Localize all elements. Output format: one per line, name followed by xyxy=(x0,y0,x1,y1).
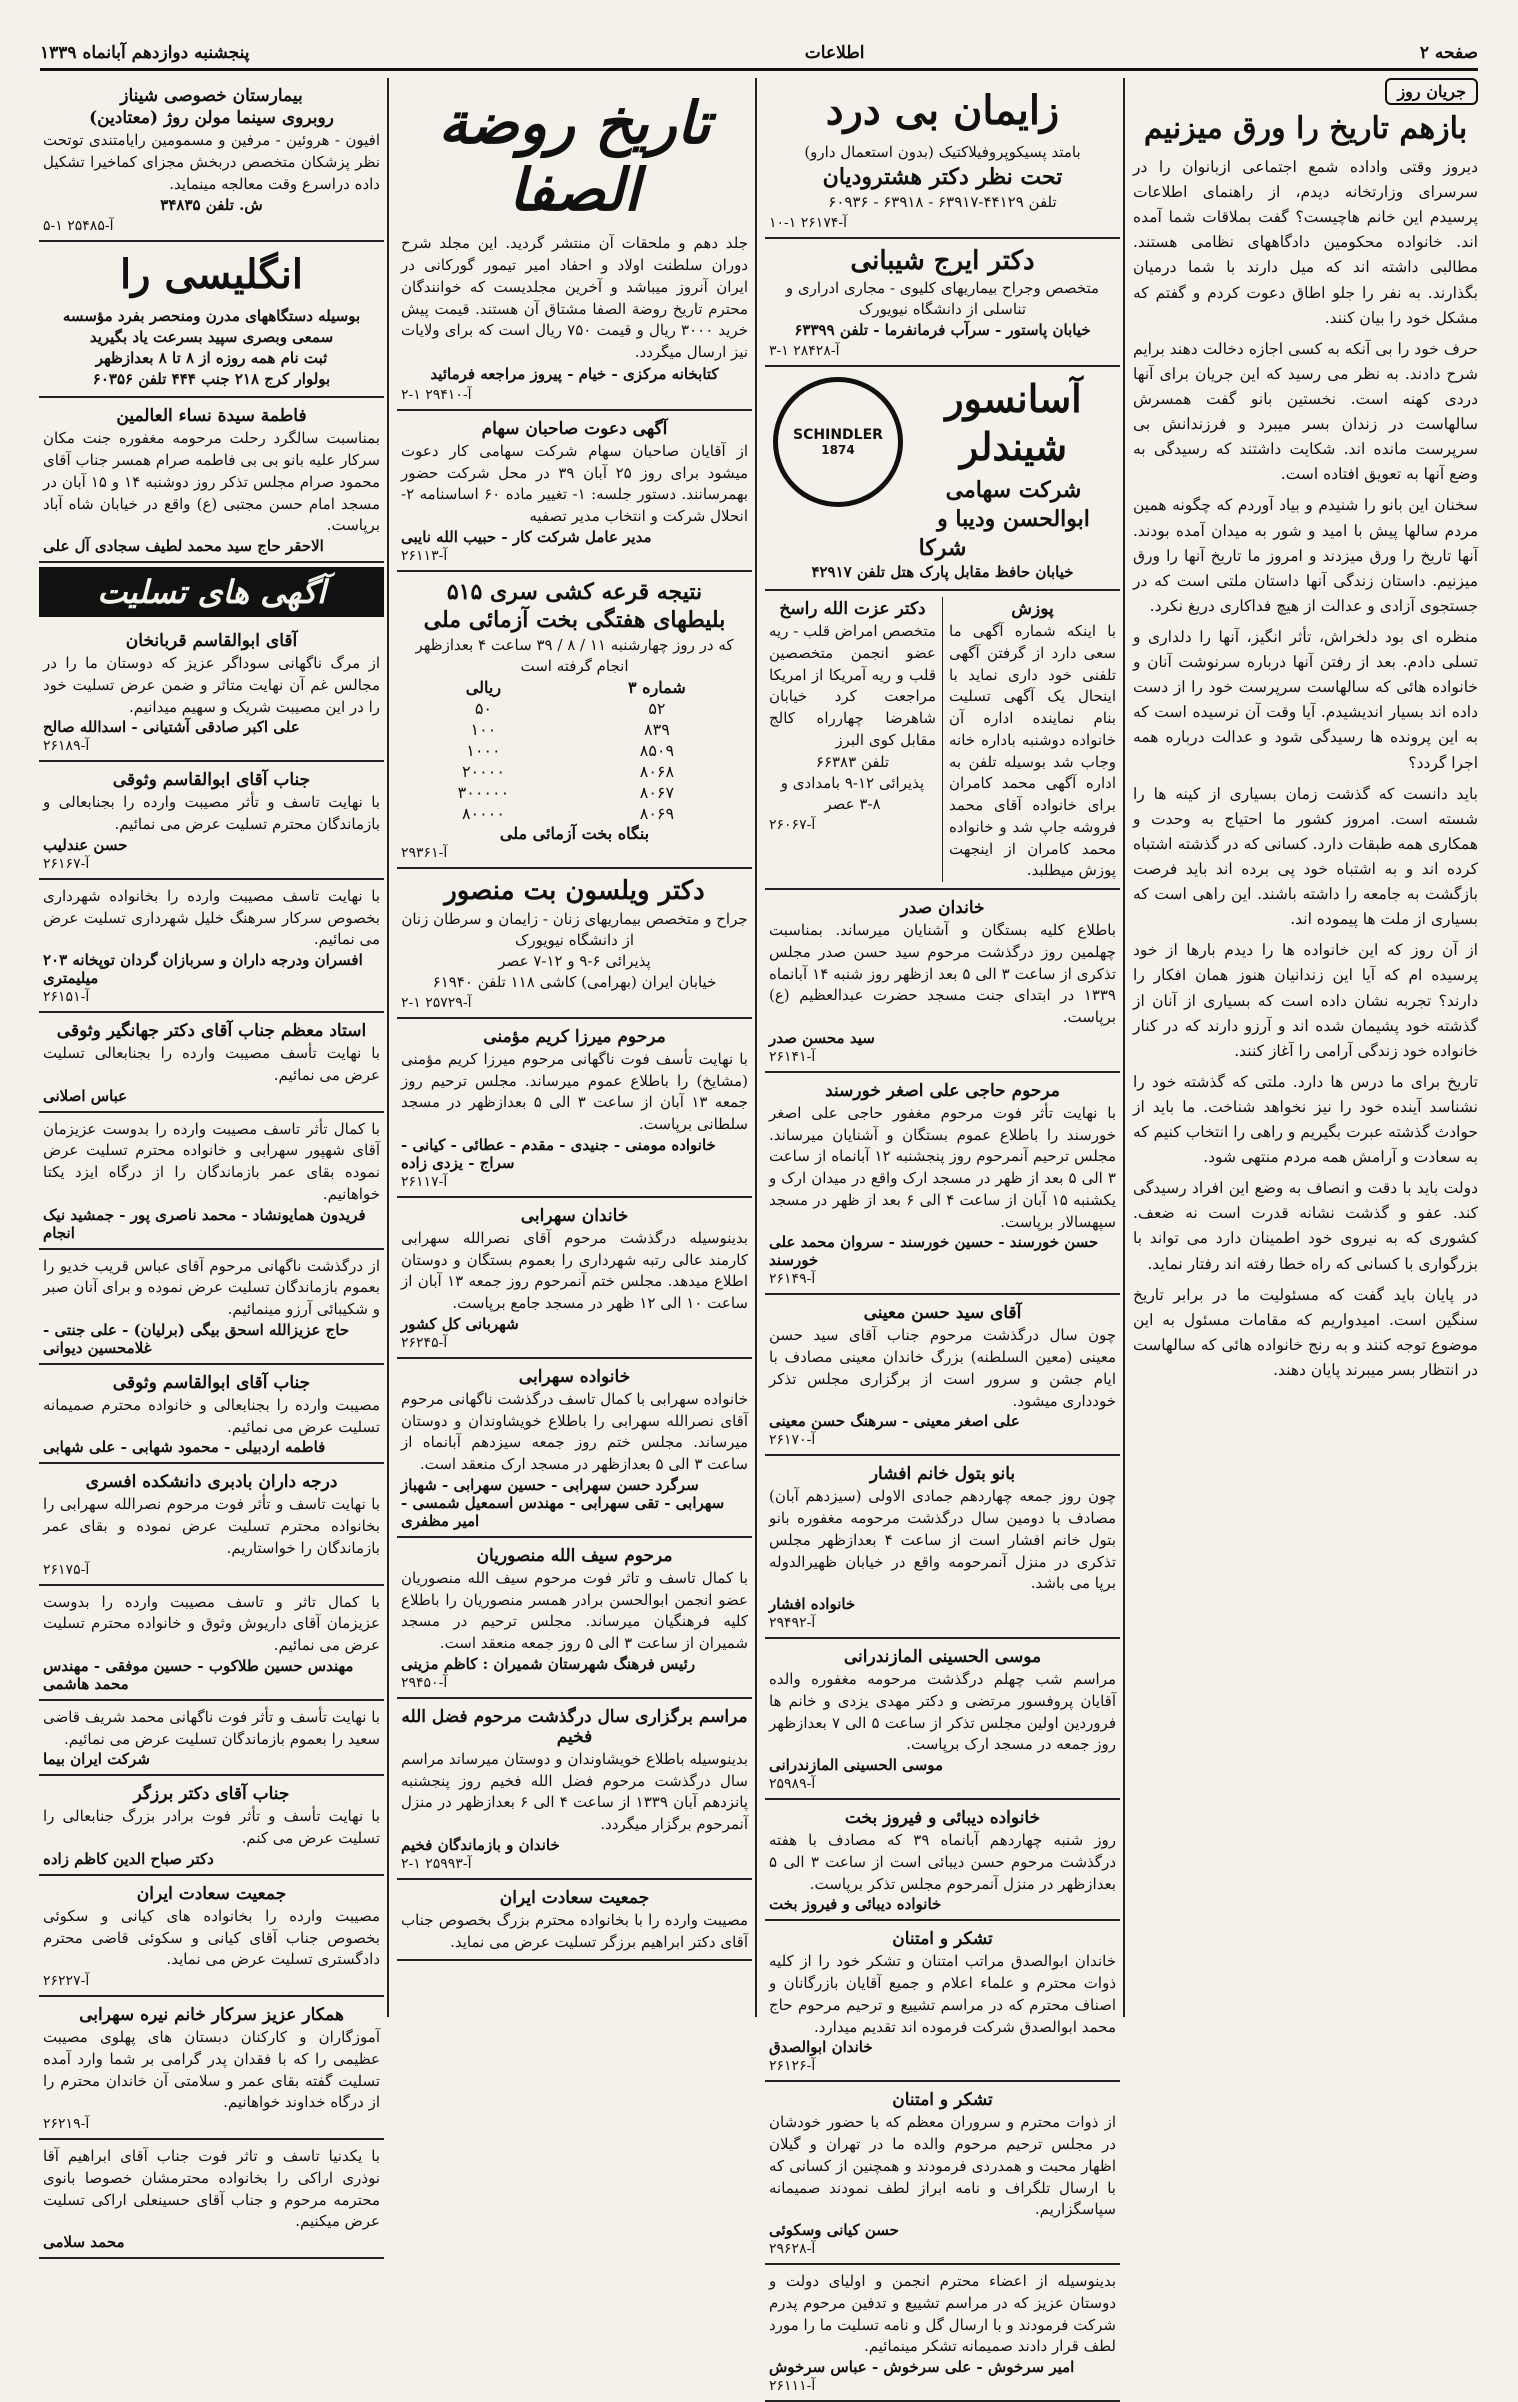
column-three xyxy=(387,78,752,2017)
notice-title: مرحوم سیف الله منصوریان xyxy=(476,1545,673,1566)
lottery-cell: ۸۰۶۸ xyxy=(639,762,675,782)
memorial-notice xyxy=(39,398,384,563)
notice-title: تشکر و امتنان xyxy=(892,1929,993,1950)
notice-ref: آ-۲۶۱۴۹ xyxy=(769,1271,816,1288)
editorial-paragraph: دولت باید با دقت و انصاف به وضع این افراد رسیدگی کند. عفو و گذشت نشانه قدرت است نه ضعف. کشوری که به نیروی خود اطمینان دارد می تواند با بزرگواری با کسانی که راه خطا رفته اند رفتار نماید. xyxy=(1133,1179,1478,1273)
lottery-cell: ۸۰۶۹ xyxy=(639,804,675,824)
notice-body: با کمال تاسف و تاثر فوت مرحوم سیف الله منصوریان عضو انجمن ابوالحسن برادر همسر منصوریان را باطلاع کلیه فرهنگیان میرساند. مجلس ترحیم در مسجد شمیران از ساعت ۳ الی ۵ روز جمعه منعقد است. xyxy=(401,1568,748,1653)
notice-title: خانواده دیبائی و فیروز بخت xyxy=(844,1808,1041,1829)
notice xyxy=(39,1997,384,2140)
notice xyxy=(397,1198,752,1359)
ad-shinaz-hospital xyxy=(39,78,384,242)
ad-dr-wilson xyxy=(397,869,752,1019)
section-tag: جریان روز xyxy=(1385,78,1478,105)
notice-ref: آ-۲۶۱۵۱ xyxy=(43,989,90,1005)
notice-signature: علی اکبر صادقی آشتیانی - اسدالله صالح xyxy=(43,718,300,737)
lottery-note: که در روز چهارشنبه ۱۱ / ۸ / ۳۹ ساعت ۴ بعدازظهر انجام گرفته است xyxy=(415,636,734,676)
notice xyxy=(765,1295,1120,1456)
ad-ref: آ-۲۸۴۲۸ ۱-۳ xyxy=(769,343,840,360)
notice xyxy=(765,1456,1120,1639)
editorial-paragraph: حرف خود را بی آنکه به کسی اجازه دخالت دهند برایم شرح دادند. به نظر می رسید که این جریان برای آنها دردی کهنه است. نخستین بانو گفت همسرش سالهاست در زندان بسر میبرد و فرزندانش بی سرپرست مانده اند. شکایت داشتند که رسیدگی به وضع آنها به تعویق افتاده است. xyxy=(1133,339,1478,484)
notice xyxy=(765,2265,1120,2402)
notice xyxy=(39,1250,384,1365)
notice-title: جناب آقای دکتر برزگر xyxy=(133,1784,290,1805)
ad-subtitle: روبروی سینما مولن روژ (معتادین) xyxy=(89,108,334,128)
lottery-subtitle: بلیطهای هفتگی بخت آزمائی ملی xyxy=(423,607,726,634)
ad-title: پوزش xyxy=(1011,599,1054,620)
notice-title: بانو بتول خانم افشار xyxy=(869,1464,1016,1485)
notice xyxy=(397,1699,752,1880)
ad-title: دکتر ایرج شیبانی xyxy=(850,245,1035,276)
notice-ref: آ-۲۹۶۲۸ xyxy=(769,2241,816,2258)
notice-body: از ذوات محترم و سروران معظم که با حضور خودشان در مجلس ترحیم مرحوم والده ما در تهران و گیلان اظهار محبت و همدردی فرمودند و همچنین از کسانی که با ارسال تلگراف و نامه ابراز لطف نمودند صمیمانه سپاسگزاریم. xyxy=(769,2113,1116,2219)
notice xyxy=(39,1876,384,1997)
notice xyxy=(765,890,1120,1073)
ad-body: متخصص وجراح بیماریهای کلیوی - مجاری ادراری و تناسلی از دانشگاه نیویورک xyxy=(785,279,1100,319)
notice-body: خاندان ابوالصدق مراتب امتنان و تشکر خود را از کلیه ذوات محترم و علماء اعلام و جمیع آقایان بازرگانان و اصناف محترم که در مراسم تشییع و ترحیم مرحوم حاج محمد ابوالصدق شرکت فرموده اند تقدیم میدارد. xyxy=(769,1952,1116,2036)
ad-title: زایمان بی درد xyxy=(825,87,1060,134)
lottery-header-row xyxy=(401,677,748,698)
notice-title: مراسم برگزاری سال درگذشت مرحوم فضل الله فخیم xyxy=(401,1706,748,1747)
ad-address: خیابان حافظ مقابل پارک هتل تلفن ۴۲۹۱۷ xyxy=(811,563,1074,582)
ad-title: تاریخ روضة الصفا xyxy=(438,89,711,224)
notice-body: مصیبت وارده را بجنابعالی و خانواده محترم صمیمانه تسلیت عرض می نمائیم. xyxy=(43,1395,380,1436)
notice-body: باطلاع کلیه بستگان و آشنایان میرساند. بمناسبت چهلمین روز درگذشت مرحوم سید حسن صدر مجلس تذکری از ساعت ۳ الی ۵ بعد ازظهر روز شنبه ۱۴ آبانماه ۱۳۳۹ در ابتدای جنت مسجد حضرت عبدالعظیم (ع) برپاست. xyxy=(769,921,1116,1027)
ad-phones: تلفن ۴۴۱۲۹-۶۳۹۱۷ - ۶۳۹۱۸ - ۶۰۹۳۶ xyxy=(828,192,1057,211)
schindler-logo xyxy=(773,377,903,507)
ad-pair xyxy=(765,591,1120,890)
notice-body: چون سال درگذشت مرحوم جناب آقای سید حسن معینی (معین السلطنه) بزرگ خاندان معینی مصادف با ایام جشن و سرور است از برگزاری مجلس تذکر خودداری میشود. xyxy=(769,1326,1116,1410)
notice-list xyxy=(765,890,1120,2402)
lottery-cell: ۵۲ xyxy=(648,699,666,719)
editorial-paragraph: تاریخ برای ما درس ها دارد. ملتی که گذشته خود را نشناسد آینده خود را نیز نخواهد شناخت. ما باید از حوادث گذشته عبرت بگیریم و راهی را انتخاب کنیم که به سعادت و آرامش همه مردم منتهی شود. xyxy=(1133,1072,1478,1167)
notice-ref: آ-۲۶۱۴۱ xyxy=(769,1048,816,1065)
notice-ref: آ-۲۶۲۲۷ xyxy=(43,1973,90,1989)
notice-body: مراسم شب چهلم درگذشت مرحومه مغفوره والده آقایان پروفسور مرتضی و دکتر مهدی یزدی و خانم ها فروردین اولین مجلس تذکر از ساعت ۵ الی ۷ بعدازظهر روز جمعه در مسجد ارک برپاست. xyxy=(769,1670,1117,1754)
ad-apology xyxy=(949,597,1116,882)
notice xyxy=(39,1701,384,1777)
editorial-body xyxy=(1133,155,1478,1383)
notice-signature: خاندان و بازماندگان فخیم xyxy=(401,1835,560,1854)
notice-ref: آ-۲۵۹۸۹ xyxy=(769,1776,816,1793)
notice xyxy=(765,1921,1120,2082)
lottery-cell: ۳۰۰۰۰۰ xyxy=(457,783,510,803)
lottery-header-cell: شماره ۳ xyxy=(628,678,686,698)
notice-title: جمعیت سعادت ایران xyxy=(499,1887,650,1908)
ad-hours: پذیرائی ۱۲-۹ بامدادی و ۸-۳ عصر xyxy=(780,773,925,813)
notice-body: بمناسبت سالگرد رحلت مرحومه مغفوره جنت مکان سرکار علیه بانو بی بی فاطمه صرام همسر جناب آقای محمود صرام مجلس تذکر روز دوشنبه ۱۴ و ۱۵ آبان در مسجد امام حسن مجتبی (ع) واقع در خیابان شاه آباد برپاست. xyxy=(43,429,381,535)
lottery-cell: ۱۰۰۰ xyxy=(466,741,501,761)
ad-body: متخصص امراض قلب - ریه عضو انجمن متخصصین قلب و ریه آمریکا از امریکا مراجعت کرد خیابان شاهرضا چهارراه کالج مقابل کوی البرز xyxy=(769,622,936,749)
notice-title: جناب آقای ابوالقاسم وثوقی xyxy=(112,770,311,791)
notice-body: بدینوسیله باطلاع خویشاوندان و دوستان میرساند مراسم سال درگذشت مرحوم فضل الله فخیم روز پنجشنبه پانزدهم آبان ۱۳۳۹ از ساعت ۴ الی ۶ بعدازظهر در منزل آنمرحوم برگزار میگردد. xyxy=(401,1749,748,1834)
ad-hours: پذیرائی ۶-۹ و ۱۲-۷ عصر xyxy=(498,951,651,970)
ad-dr-sheybani xyxy=(765,239,1120,368)
ad-schindler xyxy=(765,367,1120,591)
notice-body: با نهایت تأثر فوت مرحوم مغفور حاجی علی اصغر خورسند را باطلاع عموم بستگان و آشنایان میرساند. مجلس ترحیم آنمرحوم روز پنجشنبه ۱۲ آبانماه از ساعت ۳ الی ۵ بعد از ظهر در مسجد ارک واقع در میدان ارک و یکشنبه ۱۵ آبان از ساعت ۴ الی ۶ بعد از ظهر در مسجد سپهسالار برپاست. xyxy=(769,1103,1117,1231)
editorial-paragraph: سخنان این بانو را شنیدم و بیاد آوردم که چگونه همین مردم سالها پیش با امید و شور به میدان آمده بودند. آنها تاریخ را ورق میزدند و امروز ما تاریخ آنها را ورق میزنیم. داستان زندگی آنها داستان ملتی است که در جستجوی آزادی و عدالت از هیچ فداکاری دریغ نکرد. xyxy=(1133,496,1478,615)
lottery-row xyxy=(401,782,748,803)
notice-signature: حسن خورسند - حسین خورسند - سروان محمد علی خورسند xyxy=(769,1233,1099,1270)
notice-body: با نهایت تاسف مصیبت وارده را بخانواده شهرداری بخصوص سرکار سرهنگ خلیل شهرداری تسلیت عرض می نمائیم. xyxy=(43,886,380,949)
notice-title: جمعیت سعادت ایران xyxy=(136,1883,287,1904)
notice xyxy=(39,1776,384,1876)
ad-subtitle: بامتد پسیکوپروفیلاکتیک (بدون استعمال دارو) xyxy=(804,143,1081,161)
notice-body: با نهایت تأسف و تأثر فوت ناگهانی محمد شریف قاضی سعید را بعموم بازماندگان تسلیت عرض می نمائیم. xyxy=(43,1707,380,1748)
notice-signature: فریدون همایونشاد - محمد ناصری پور - جمشید نیک انجام xyxy=(43,1205,366,1242)
ad-company: شرکت سهامی ابوالحسن ودیبا و شرکا xyxy=(918,477,1090,561)
notice xyxy=(39,623,384,762)
editorial-paragraph: در پایان باید گفت که مسئولیت ما در برابر تاریخ سنگین است. امیدواریم که مقامات مسئول به این موضوع توجه کنند و به رنج خانواده هائی که سالهاست در انتظار بسر میبرند پایان دهند. xyxy=(1133,1285,1478,1380)
notice xyxy=(765,2082,1120,2265)
notice-ref: آ-۲۶۲۴۵ xyxy=(401,1334,448,1351)
notice-ref: آ-۲۶۱۷۵ xyxy=(43,1561,90,1578)
notice-title: خانواده سهرابی xyxy=(518,1366,631,1387)
ad-title: انگلیسی را xyxy=(119,251,304,299)
notice-body: مصیبت وارده را بخانواده های کیانی و سکوئی بخصوص جناب آقای کیانی و سکوئی قاضی محترم دادگستری تسلیت عرض می نماید. xyxy=(43,1906,380,1969)
notice xyxy=(397,1019,752,1198)
notice-signature: خاندان ابوالصدق xyxy=(769,2038,873,2057)
notice-title: خاندان سهرابی xyxy=(520,1205,629,1226)
notice-signature: خانواده افشار xyxy=(769,1595,856,1614)
notice-signature: عباس اصلانی xyxy=(43,1086,128,1105)
notice-title: مرحوم حاجی علی اصغر خورسند xyxy=(825,1080,1060,1101)
notice-ref: آ-۲۶۱۸۹ xyxy=(43,738,90,755)
ad-registration: ثبت نام همه روزه از ۸ تا ۸ بعدازظهر xyxy=(95,349,328,368)
lottery-row xyxy=(401,803,748,824)
notice-body: روز شنبه چهاردهم آبانماه ۳۹ که مصادف با هفته درگذشت مرحوم حسن دیبائی است از ساعت ۳ الی ۵ بعدازظهر در منزل آنمرحوم مجلس تذکر برپاست. xyxy=(769,1831,1116,1893)
notice-signature: دکتر صباح الدین کاظم زاده xyxy=(43,1849,214,1868)
lottery-cell: ۵۰ xyxy=(474,699,493,719)
ad-ref: آ-۲۵۴۸۵ ۱-۵ xyxy=(43,218,114,235)
ad-ref: آ-۲۶۰۶۷ xyxy=(769,816,816,833)
notice-ref: آ-۲۶۱۲۶ xyxy=(769,2058,816,2075)
notice-signature: خانواده مومنی - جنیدی - مقدم - عطائی - کیانی - سراج - یزدی زاده xyxy=(401,1135,716,1172)
notice-title: فاطمة سیدة نساء العالمین xyxy=(116,406,307,427)
notice-title: آقای ابوالقاسم قربانخان xyxy=(125,631,298,651)
notice-signature: علی اصغر معینی - سرهنگ حسن معینی xyxy=(769,1412,1020,1431)
notice-body: با کمال تأثر تاسف مصیبت وارده را بدوست عزیزمان آقای شهپور سهرابی و خانواده محترم تسلیت عرض نموده بقای عمر بازماندگان را از درگاه ایزد یکتا خواهانیم. xyxy=(43,1119,380,1203)
lottery-cell: ۲۰۰۰۰ xyxy=(461,762,505,782)
ad-store: کتابخانه مرکزی - خیام - پیروز مراجعه فرمائید xyxy=(430,364,719,383)
notice xyxy=(39,1365,384,1465)
editorial-paragraph: دیروز وقتی واداده شمع اجتماعی ازبانوان را در سرسرای وزارتخانه دیدم، از راهنمای اطلاعات پرسیدم این خانم هاچیست؟ گفت بملاقات شما آمده اند. خانواده محکومین دادگاههای نظامی هستند. مطالبی داشته اند که میل دارند با شما درمیان بگذارند. به نفر را جلو اطاق دعوت کردم و گفتم که مشکل خود را بیان کنند. xyxy=(1133,158,1478,327)
notice-title: استاد معظم جناب آقای دکتر جهانگیر وثوقی xyxy=(56,1021,367,1041)
ad-body: بوسیله دستگاههای مدرن ومنحصر بفرد مؤسسه سمعی وبصری سپید بسرعت یاد بگیرید xyxy=(62,307,361,347)
ad-body: جلد دهم و ملحقات آن منتشر گردید. این مجلد شرح دوران سلطنت اولاد و احفاد امیر تیمور گورکانی در ایران آنروز میباشد و آخرین مجلدیست که خوانندگان محترم تاریخ روضة الصفا مشتاق آن هستند. قیمت پیش خرید ۳۰۰۰ ریال و قیمت ۷۵۰ ریال است که برای ولایات نیز ارسال میگردد. xyxy=(401,234,748,362)
notice xyxy=(39,1464,384,1585)
lottery-ref: آ-۲۹۳۶۱ xyxy=(401,845,448,862)
notice-title: مرحوم میرزا کریم مؤمنی xyxy=(483,1026,666,1047)
notice xyxy=(39,1586,384,1701)
notice-signature: سید محسن صدر xyxy=(769,1028,875,1047)
notice xyxy=(765,1639,1120,1800)
notice-body: با یکدنیا تاسف و تاثر فوت جناب آقای ابراهیم آقا نوذری اراکی را بخانواده محترمشان خصوصا بانوی محترمه مرحوم و جناب آقای حسینعلی اراکی تسلیت عرض میکنیم. xyxy=(43,2147,380,2231)
lottery-cell: ۸۳۹ xyxy=(644,720,670,740)
notice-body: آموزگاران و کارکنان دبستان های پهلوی مصیبت عظیمی را که با فقدان پدر گرامی بر شما وارد آمده تسلیت گفته بقای عمر و سلامتی آن خاندان محترم را از درگاه خداوند خواهانیم. xyxy=(43,2028,380,2112)
notice-signature: شرکت ایران بیما xyxy=(43,1750,150,1769)
notice-signature: رئیس فرهنگ شهرستان شمیران : کاظم مزینی xyxy=(401,1654,696,1673)
notice-title: آقای سید حسن معینی xyxy=(863,1303,1022,1324)
notice-body: بدینوسیله از اعضاء محترم انجمن و اولیای دولت و دوستان عزیز که در مراسم تشییع و تدفین مرحوم پدرم شرکت فرمودند و با ارسال گل و نامه تسلیت ما را مورد لطف قرار دادند صمیمانه تشکر مینمائیم. xyxy=(769,2272,1116,2356)
notice-signature: حاج عزیزالله اسحق بیگی (برلیان) - علی جنتی - غلامحسین دیوانی xyxy=(43,1320,350,1357)
issue-date: پنجشنبه دوازدهم آبانماه ۱۳۳۹ xyxy=(40,43,250,63)
ad-painless-birth xyxy=(765,78,1120,239)
notice-body: با نهایت تاسف و تأثر مصیبت وارده را بجنابعالی و بازماندگان محترم تسلیت عرض می نمائیم. xyxy=(43,793,380,833)
notice xyxy=(39,762,384,880)
ad-english xyxy=(39,242,384,398)
notice-signature: امیر سرخوش - علی سرخوش - عباس سرخوش xyxy=(769,2358,1075,2377)
ad-signature: مدیر عامل شرکت کار - حبیب الله نایبی xyxy=(401,527,652,546)
notice-body: با نهایت تأسف فوت ناگهانی مرحوم میرزا کریم مؤمنی (مشایخ) را باطلاع عموم میرساند. مجلس ترحیم روز جمعه ۱۳ آبان از ساعت ۳ الی ۵ بعدازظهر در مسجد سلطانی برپاست. xyxy=(401,1049,748,1134)
notice xyxy=(397,1359,752,1538)
notice-body: چون روز جمعه چهاردهم جمادی الاولی (سیزدهم آبان) مصادف با دومین سال درگذشت مرحومه مغفوره بانو بتول خانم افشار است از ساعت ۴ بعدازظهر مجلس تذکری در منزل آنمرحومه واقع در خیابان ظهیرالدوله برپا می باشد. xyxy=(769,1487,1116,1593)
ad-shareholder-meeting xyxy=(397,411,752,572)
ad-address: بولوار کرج ۲۱۸ جنب ۴۴۴ تلفن ۶۰۳۵۶ xyxy=(92,370,331,389)
column-editorial xyxy=(1123,78,1478,2017)
notice-body: مصیبت وارده را با بخانواده محترم بزرگ بخصوص جناب آقای دکتر ابراهیم برزگر تسلیت عرض می نماید. xyxy=(401,1910,748,1951)
notice-title: موسی الحسینی المازندرانی xyxy=(843,1647,1042,1668)
notice-signature: شهربانی کل کشور xyxy=(401,1314,519,1333)
ad-title: آسانسور شیندلر xyxy=(945,376,1082,469)
notice-signature: موسی الحسینی المازندرانی xyxy=(769,1756,944,1775)
notice-body: بدینوسیله درگذشت مرحوم آقای نصرالله سهرابی کارمند عالی رتبه شهرداری را بعموم بستگان و دوستان اطلاع میدهد. مجلس ختم آنمرحوم روز جمعه ۱۳ آبان از ساعت ۱۰ الی ۱۲ ظهر در مسجد جامع برپاست. xyxy=(401,1228,748,1313)
ad-body: از آقایان صاحبان سهام شرکت سهامی کار دعوت میشود برای روز ۲۵ آبان ۳۹ در محل شرکت حضور بهمرسانند. دستور جلسه: ۱- تغییر ماده ۶۰ اساسنامه ۲- انحلال شرکت و انتخاب مدیر تصفیه xyxy=(401,441,748,526)
ad-ref: آ-۲۶۱۷۴ ۱-۱۰ xyxy=(769,214,847,231)
column-two xyxy=(755,78,1120,2395)
notice-title: همکار عزیز سرکار خانم نیره سهرابی xyxy=(79,2005,344,2025)
lottery-cell: ۸۵۰۹ xyxy=(639,741,675,761)
paper-name: اطلاعات xyxy=(804,43,865,63)
lottery-signature: بنگاه بخت آزمائی ملی xyxy=(499,824,650,844)
lottery-row xyxy=(401,719,748,740)
ad-doctor: تحت نظر دکتر هشترودیان xyxy=(822,164,1063,190)
notice-ref: آ-۲۶۲۱۹ xyxy=(43,2116,90,2132)
lottery-header-cell: ریالی xyxy=(465,678,502,698)
ad-ref: آ-۲۹۴۱۰ ۱-۲ xyxy=(401,386,472,403)
notice-signature: الاحقر حاج سید محمد لطیف سجادی آل علی xyxy=(43,537,324,555)
ad-body: جراح و متخصص بیماریهای زنان - زایمان و سرطان زنان از دانشگاه نیویورک xyxy=(401,909,748,949)
notice-body: با نهایت تاسف و تأثر فوت مرحوم نصرالله سهرابی را بخانواده محترم تسلیت عرض نموده و بقای عمر بازماندگان را خواستاریم. xyxy=(43,1495,380,1557)
page-label: صفحه ۲ xyxy=(1419,43,1478,63)
ad-title: آگهی دعوت صاحبان سهام xyxy=(481,418,668,439)
lottery-cell: ۱۰۰ xyxy=(470,720,497,740)
notice-signature: محمد سلامی xyxy=(43,2233,125,2251)
ad-title: دکتر عزت الله راسخ xyxy=(779,599,926,620)
ad-body: با اینکه شماره آگهی ما سعی دارد از گرفتن آگهی تلفنی خود داری نماید با اینحال یک آگهی تسلیت بنام نماینده اداره آن خانواده دوشنبه باداره خانه وجاب شد بوسیله تلفن به اداره آگهی محمد کامران برای خانواده آقای محمد فروشه جاپ شد و خانواده محمد کامران از اینجهت پوزش میطلبد. xyxy=(949,622,1116,880)
notice xyxy=(39,1013,384,1113)
editorial-paragraph: منظره ای بود دلخراش، تأثر انگیز، آنها را دلداری و تسلی دادم. بعد از رفتن آنها درباره سرنوشت آنان و خانواده هائی که سالهاست سرپرست خود را از دست داده اند بسیار اندیشیدم. آیا وقت آن نرسیده است که به این پرونده ها رسیدگی شود و عدالت درباره همه اجرا گردد؟ xyxy=(1133,627,1478,772)
ad-ref: آ-۲۵۷۲۹ ۱-۲ xyxy=(401,994,472,1011)
notice-signature: مهندس حسین طلاکوب - حسین موفقی - مهندس محمد هاشمی xyxy=(43,1656,354,1693)
lottery-row xyxy=(401,698,748,719)
notice-body: خانواده سهرابی با کمال تاسف درگذشت ناگهانی مرحوم آقای نصرالله سهرابی را باطلاع خویشاوندان و دوستان میرساند. مجلس ختم روز جمعه سیزدهم آبانماه از ساعت ۳ الی ۵ بعدازظهر در مسجد ارک منعقد است. xyxy=(401,1389,748,1474)
notice-list xyxy=(397,1019,752,1962)
notice xyxy=(397,1880,752,1962)
notice-body: با نهایت تأسف مصیبت وارده را بجنابعالی تسلیت عرض می نمائیم. xyxy=(43,1044,380,1084)
column-four xyxy=(39,78,384,2251)
ad-title: دکتر ویلسون بت منصور xyxy=(444,876,705,907)
ad-ref: آ-۲۶۱۱۳ xyxy=(401,547,448,564)
condolence-banner: آگهی های تسلیت xyxy=(39,567,384,617)
notice-list xyxy=(39,623,384,2259)
editorial-paragraph: از آن روز که این خانواده ها را دیدم بارها از خود پرسیده ام که آیا این زندانیان هنوز همان افکار را دارند؟ تجربه نشان داده است که بسیاری از آنان از گذشته خود پشیمان شده اند و آرزو دارند که در کنار خانواده خود زندگی آرامی را آغاز کنند. xyxy=(1133,941,1478,1060)
notice-body: با کمال تاثر و تاسف مصیبت وارده را بدوست عزیزمان آقای داریوش وثوق و خانواده محترم تسلیت عرض می نمائیم. xyxy=(43,1592,380,1654)
lottery-cell: ۸۰۶۷ xyxy=(639,783,675,803)
ad-phone: تلفن ۶۶۳۸۳ xyxy=(815,752,890,771)
notice-title: تشکر و امتنان xyxy=(892,2090,993,2111)
ad-dr-rasekh xyxy=(769,597,943,882)
notice-signature: حسن کیانی وسکوئی xyxy=(769,2221,899,2240)
notice xyxy=(39,1113,384,1250)
notice-ref: آ-۲۶۱۱۱ xyxy=(769,2378,816,2395)
lottery-cell: ۸۰۰۰۰ xyxy=(461,804,505,824)
logo-year: 1874 xyxy=(821,443,855,458)
logo-text: SCHINDLER xyxy=(793,427,883,444)
notice-signature: فاطمه اردبیلی - محمود شهابی - علی شهابی xyxy=(43,1438,326,1457)
ad-body: افیون - هروئین - مرفین و مسمومین رایامتندی توتحت نظر پزشکان متخصص دربخش مجزای کماخیرا تشکیل داده دراسرع وقت معالجه مینماید. xyxy=(43,131,380,193)
ad-phone: ش. تلفن ۳۴۸۳۵ xyxy=(160,196,263,215)
notice-ref: آ-۲۹۴۵۰ xyxy=(401,1674,448,1691)
notice-title: جناب آقای ابوالقاسم وثوقی xyxy=(112,1372,311,1393)
notice-ref: آ-۲۹۴۹۲ xyxy=(769,1615,816,1632)
editorial-headline: بازهم تاریخ را ورق میزنیم xyxy=(1143,111,1468,146)
notice-title: درجه داران بادبری دانشکده افسری xyxy=(85,1472,338,1493)
notice-body: از درگذشت ناگهانی مرحوم آقای عباس قریب خدیو را بعموم بازماندگان تسلیت عرض نموده و برای آنان صبر و شکیبائی آرزو مینمائیم. xyxy=(43,1256,380,1318)
notice-body: با نهایت تأسف و تأثر فوت برادر بزرگ جنابعالی را تسلیت عرض می کنم. xyxy=(43,1807,380,1847)
ad-address: خیابان ایران (بهرامی) کاشی ۱۱۸ تلفن ۶۱۹۴۰ xyxy=(432,972,717,991)
notice-body: از مرگ ناگهانی سوداگر عزیز که دوستان ما را در مجالس غم آن نهایت متاثر و ضمن عرض تسلیت خود را در این مصیبت شریک و سهیم میدانیم. xyxy=(43,654,380,716)
notice-signature: سرگرد حسن سهرابی - حسین سهرابی - شهباز سهرابی - تقی سهرابی - مهندس اسمعیل شمسی - امیر مظفری xyxy=(401,1475,725,1530)
notice-signature: حسن عندلیب xyxy=(43,835,128,854)
lottery-table xyxy=(401,677,748,824)
notice xyxy=(39,2140,384,2259)
ad-rowzat-al-safa xyxy=(397,78,752,411)
lottery-row xyxy=(401,761,748,782)
editorial-paragraph: باید دانست که گذشت زمان بسیاری از کینه ها را شسته است. امروز کشور ما احتیاج به وحدت و همکاری همه طبقات دارد. کسانی که در گذشته اشتباه کرده اند و به اشتباه خود پی برده اند باید فرصت بازگشت به جامعه را داشته باشند. این راهی است که بسیاری از ملت ها پیموده اند. xyxy=(1133,784,1478,929)
notice-ref: آ-۲۶۱۷۰ xyxy=(769,1432,816,1449)
notice-ref: آ-۲۶۱۱۷ xyxy=(401,1173,448,1190)
notice xyxy=(397,1538,752,1699)
ad-address: خیابان پاستور - سرآب فرمانفرما - تلفن ۶۳۳۹۹ xyxy=(794,321,1091,340)
masthead xyxy=(40,38,1478,71)
lottery-title: نتیجه قرعه کشی سری ۵۱۵ xyxy=(446,578,703,605)
ad-title: بیمارستان خصوصی شیناز xyxy=(120,86,303,106)
notice-title: خاندان صدر xyxy=(900,898,985,919)
notice-signature: افسران ودرجه داران و سربازان گردان توپخانه ۲۰۳ میلیمتری xyxy=(43,951,363,987)
notice-ref: آ-۲۶۱۶۷ xyxy=(43,855,90,872)
lottery-results xyxy=(397,572,752,869)
notice xyxy=(39,880,384,1013)
notice-signature: خانواده دیبائی و فیروز بخت xyxy=(769,1895,942,1914)
notice xyxy=(765,1073,1120,1296)
notice xyxy=(765,1800,1120,1921)
notice-ref: آ-۲۵۹۹۳ ۱-۲ xyxy=(401,1855,472,1872)
lottery-row xyxy=(401,740,748,761)
